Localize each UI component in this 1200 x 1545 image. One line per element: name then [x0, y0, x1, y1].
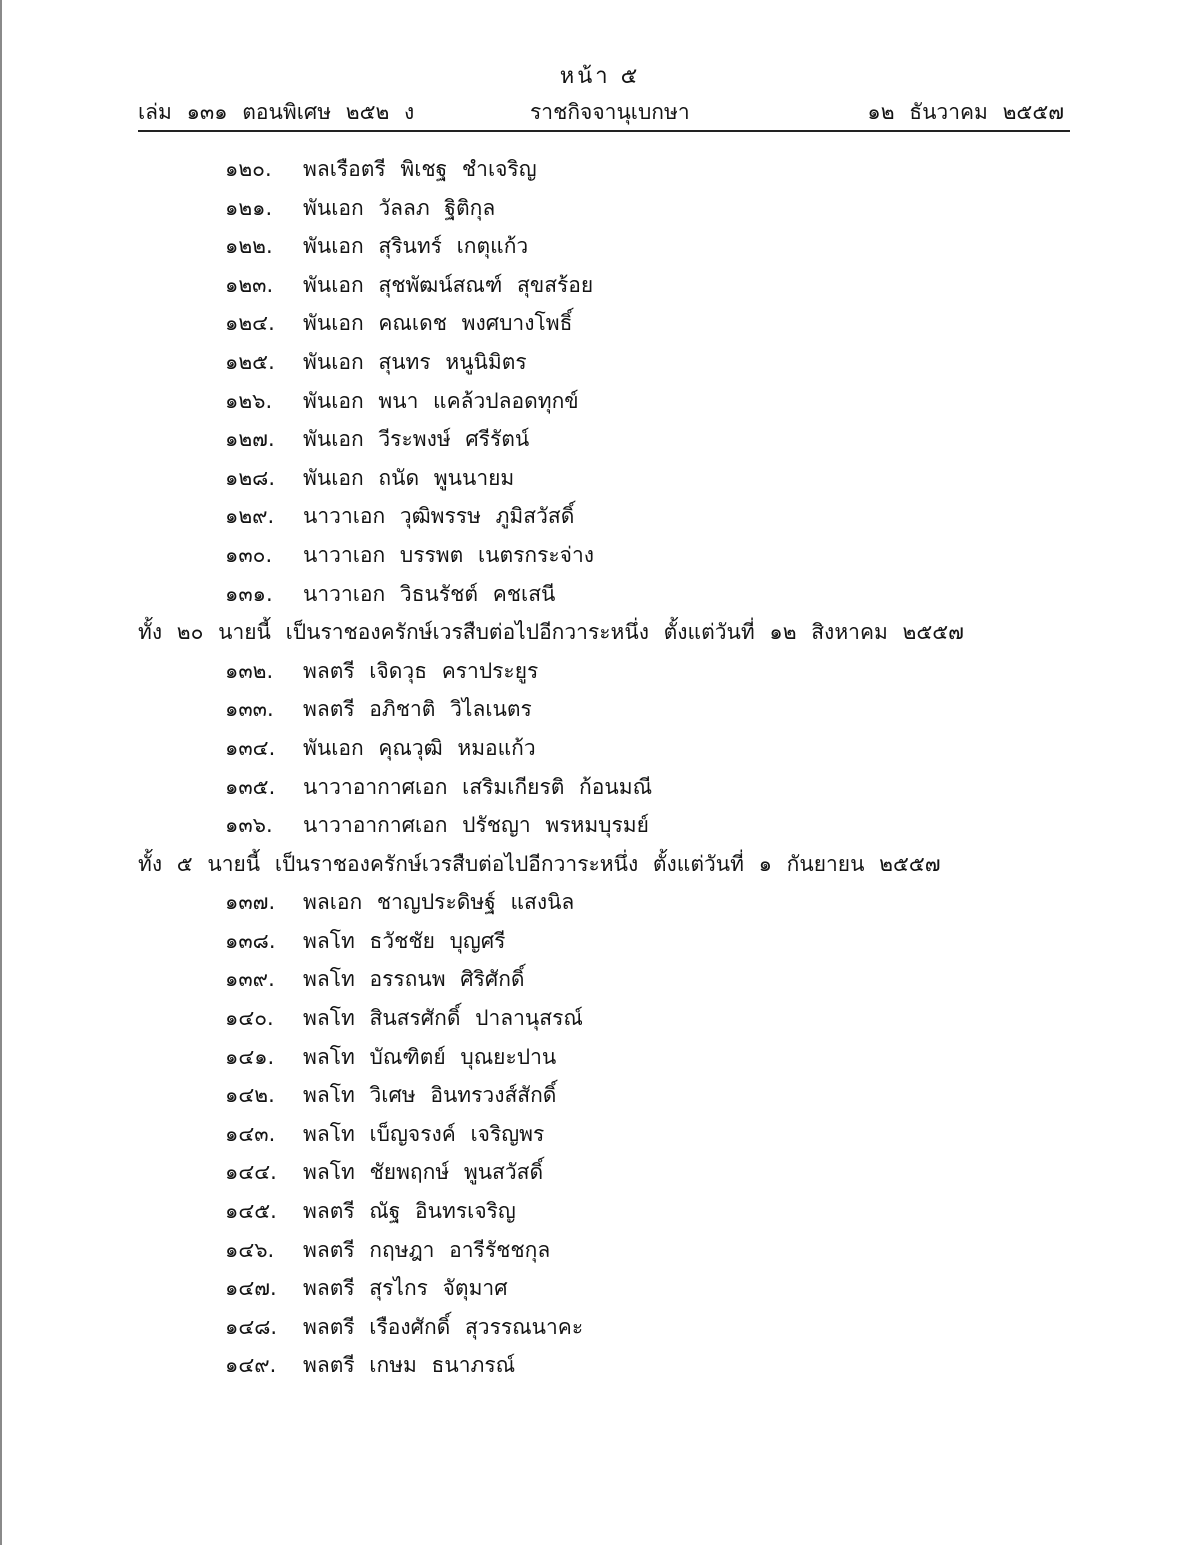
rank-and-name: พลเรือตรี พิเชฐ ชำเจริญ	[303, 157, 537, 181]
document-header	[138, 96, 1070, 128]
list-item	[138, 1038, 1070, 1077]
item-number: ๑๒๑.	[225, 195, 273, 220]
rank-and-name: พลตรี กฤษฎา อารีรัชชกุล	[303, 1237, 551, 1262]
list-item	[138, 420, 1070, 459]
item-number: ๑๓๐.	[225, 542, 273, 567]
rank-and-name: พลโท บัณฑิตย์ บุณยะปาน	[303, 1044, 557, 1069]
item-number: ๑๔๕.	[225, 1199, 277, 1224]
group-summary: ทั้ง ๒๐ นายนี้ เป็นราชองครักษ์เวรสืบต่อไปอีกวาระหนึ่ง ตั้งแต่วันที่ ๑๒ สิงหาคม ๒๕๕๗	[138, 620, 964, 645]
list-item	[138, 1308, 1070, 1347]
rank-and-name: พลตรี ณัฐ อินทรเจริญ	[303, 1199, 516, 1224]
list-item	[138, 459, 1070, 498]
item-number: ๑๓๑.	[225, 581, 273, 606]
item-number: ๑๒๕.	[225, 349, 275, 374]
item-number: ๑๔๔.	[225, 1160, 277, 1185]
publication-date: ๑๒ ธันวาคม ๒๕๕๗	[867, 100, 1064, 124]
item-number: ๑๔๓.	[225, 1121, 276, 1146]
rank-and-name: พลโท สินสรศักดิ์ ปาลานุสรณ์	[303, 1006, 583, 1031]
item-number: ๑๓๖.	[225, 813, 273, 838]
list-item	[138, 883, 1070, 922]
list-item	[138, 960, 1070, 999]
item-number: ๑๓๕.	[225, 774, 276, 799]
item-number: ๑๓๘.	[225, 928, 276, 953]
list-item	[138, 1231, 1070, 1270]
rank-and-name: พลโท วิเศษ อินทรวงส์สักดิ์	[303, 1083, 557, 1108]
item-number: ๑๓๔.	[225, 735, 276, 760]
item-number: ๑๒๓.	[225, 272, 274, 297]
page-number: หน้า ๕	[559, 64, 641, 89]
rank-and-name: พันเอก วีระพงษ์ ศรีรัตน์	[303, 427, 530, 452]
page-left-edge	[0, 0, 2, 1545]
list-item	[138, 304, 1070, 343]
rank-and-name: นาวาเอก บรรพต เนตรกระจ่าง	[303, 542, 595, 567]
rank-and-name: พันเอก พนา แคล้วปลอดทุกข์	[303, 388, 579, 413]
rank-and-name: พันเอก คณเดช พงศบางโพธิ์	[303, 311, 573, 336]
rank-and-name: พลตรี อภิชาติ วิไลเนตร	[303, 697, 532, 722]
list-item	[138, 1153, 1070, 1192]
list-item	[138, 189, 1070, 228]
rank-and-name: พลตรี เรืองศักดิ์ สุวรรณนาคะ	[303, 1314, 584, 1339]
list-item	[138, 382, 1070, 421]
list-item	[138, 343, 1070, 382]
rank-and-name: พันเอก วัลลภ ฐิติกุล	[303, 195, 496, 220]
item-number: ๑๓๙.	[225, 967, 275, 992]
rank-and-name: นาวาเอก วุฒิพรรษ ภูมิสวัสดิ์	[303, 504, 575, 529]
item-number: ๑๔๑.	[225, 1044, 275, 1069]
item-number: ๑๒๐.	[225, 157, 272, 181]
list-item	[138, 497, 1070, 536]
rank-and-name: นาวาเอก วิธนรัชต์ คชเสนี	[303, 581, 556, 606]
group-summary: ทั้ง ๕ นายนี้ เป็นราชองครักษ์เวรสืบต่อไปอีกวาระหนึ่ง ตั้งแต่วันที่ ๑ กันยายน ๒๕๕๗	[138, 851, 941, 876]
list-item	[138, 536, 1070, 575]
rank-and-name: พลตรี สุรไกร จัตุมาศ	[303, 1276, 508, 1301]
item-number: ๑๔๘.	[225, 1314, 278, 1339]
rank-and-name: พันเอก ถนัด พูนนายม	[303, 465, 515, 490]
rank-and-name: พลตรี เจิดวุธ คราประยูร	[303, 658, 539, 683]
item-number: ๑๓๗.	[225, 890, 276, 915]
list-item	[138, 1346, 1070, 1385]
list-item	[138, 729, 1070, 768]
item-number: ๑๒๙.	[225, 504, 275, 529]
list-item	[138, 575, 1070, 614]
rank-and-name: พันเอก สุชพัฒน์สณฑ์ สุขสร้อย	[303, 272, 594, 297]
item-number: ๑๔๐.	[225, 1006, 274, 1031]
item-number: ๑๔๖.	[225, 1237, 275, 1262]
item-number: ๑๓๒.	[225, 658, 274, 683]
rank-and-name: พันเอก สุนทร หนูนิมิตร	[303, 349, 527, 374]
volume-issue: เล่ม ๑๓๑ ตอนพิเศษ ๒๕๒ ง	[138, 100, 415, 124]
list-item	[138, 768, 1070, 807]
list-item	[138, 266, 1070, 305]
rank-and-name: พลโท ธวัชชัย บุญศรี	[303, 928, 506, 953]
item-number: ๑๔๒.	[225, 1083, 275, 1108]
appointment-list	[138, 150, 1070, 1385]
header-divider	[138, 130, 1070, 132]
item-number: ๑๒๖.	[225, 388, 273, 413]
rank-and-name: พลโท เบ็ญจรงค์ เจริญพร	[303, 1121, 545, 1146]
publication-title: ราชกิจจานุเบกษา	[530, 100, 690, 124]
rank-and-name: พลโท อรรถนพ ศิริศักดิ์	[303, 967, 525, 992]
rank-and-name: พลเอก ชาญประดิษฐ์ แสงนิล	[303, 890, 575, 915]
item-number: ๑๔๗.	[225, 1276, 277, 1301]
rank-and-name: นาวาอากาศเอก ปรัชญา พรหมบุรมย์	[303, 813, 649, 838]
list-item	[138, 999, 1070, 1038]
rank-and-name: พลโท ชัยพฤกษ์ พูนสวัสดิ์	[303, 1160, 544, 1185]
rank-and-name: พันเอก สุรินทร์ เกตุแก้ว	[303, 234, 529, 259]
item-number: ๑๒๗.	[225, 427, 275, 452]
list-item	[138, 150, 1070, 189]
list-item	[138, 690, 1070, 729]
list-item	[138, 227, 1070, 266]
list-item	[138, 806, 1070, 845]
list-item	[138, 1269, 1070, 1308]
list-item	[138, 652, 1070, 691]
list-item	[138, 922, 1070, 961]
list-item	[138, 1076, 1070, 1115]
item-number: ๑๔๙.	[225, 1353, 277, 1378]
rank-and-name: พันเอก คุณวุฒิ หมอแก้ว	[303, 735, 536, 760]
item-number: ๑๒๒.	[225, 234, 273, 259]
item-number: ๑๒๘.	[225, 465, 276, 490]
rank-and-name: พลตรี เกษม ธนาภรณ์	[303, 1353, 516, 1378]
item-number: ๑๒๔.	[225, 311, 275, 336]
list-item	[138, 1115, 1070, 1154]
rank-and-name: นาวาอากาศเอก เสริมเกียรติ ก้อนมณี	[303, 774, 653, 799]
item-number: ๑๓๓.	[225, 697, 274, 722]
list-item	[138, 1192, 1070, 1231]
